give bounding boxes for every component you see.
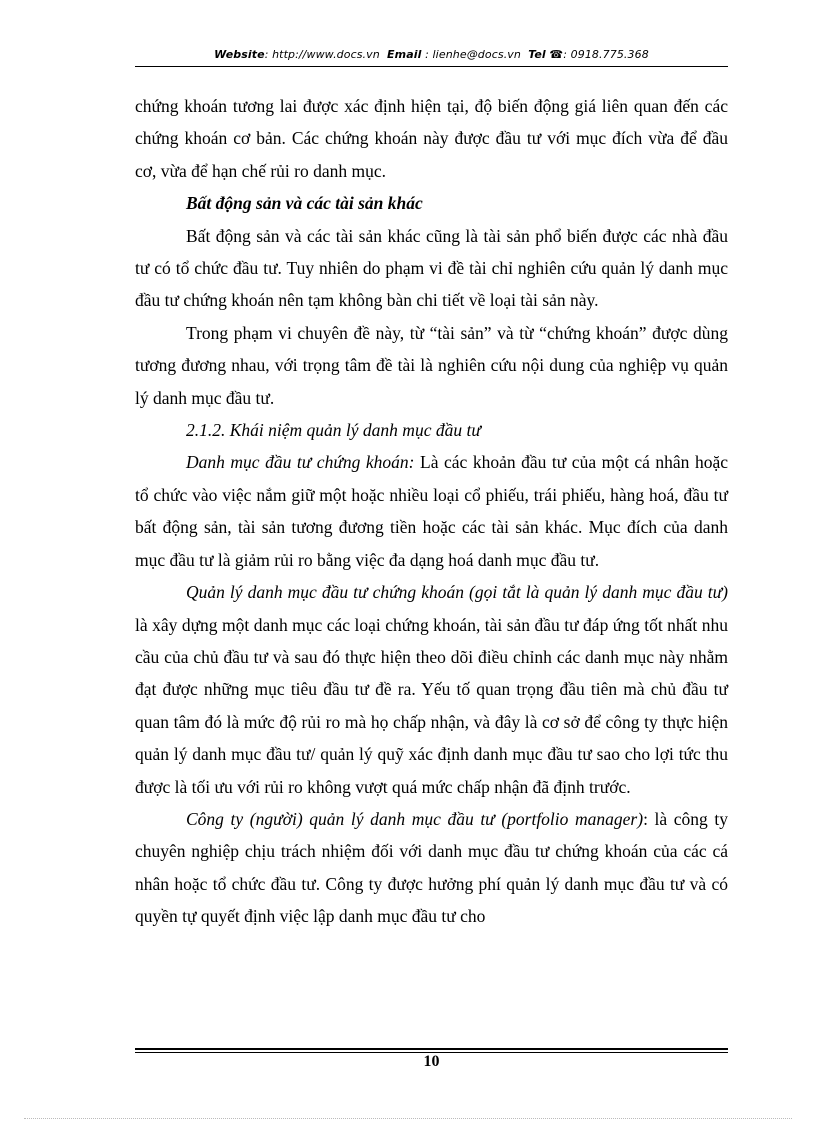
paragraph: Bất động sản và các tài sản khác cũng là tài sản phổ biến được các nhà đầu tư có tổ chức đầu tư. Tuy nhiên do phạm vi đề tài chỉ nghiên cứu quản lý danh mục đầu tư chứng khoán nên tạm không bàn chi tiết về loại tài sản này. xyxy=(135,225,728,311)
page-number: 10 xyxy=(423,1053,440,1070)
page-header xyxy=(135,48,728,61)
paragraph xyxy=(135,446,728,576)
paragraph: Trong phạm vi chuyên đề này, từ “tài sản” và từ “chứng khoán” được dùng tương đương nhau, với trọng tâm đề tài là nghiên cứu nội dung của nghiệp vụ quản lý danh mục đầu tư. xyxy=(135,322,728,408)
subsection-heading: 2.1.2. Khái niệm quản lý danh mục đầu tư xyxy=(186,420,481,441)
footer-divider xyxy=(135,1048,728,1050)
paragraph-text: là xây dựng một danh mục các loại chứng khoán, tài sản đầu tư đáp ứng tốt nhất nhu cầu của chủ đầu tư và sau đó thực hiện theo dõi điều chỉnh các danh mục này nhằm đạt được những mục tiêu đầu tư đề ra. Yếu tố quan trọng đầu tiên mà chủ đầu tư quan tâm đó là mức độ rủi ro mà họ chấp nhận, và đây là cơ sở để công ty thực hiện quản lý danh mục đầu tư/ quản lý quỹ xác định danh mục đầu tư sao cho lợi tức thu được là tối ưu với rủi ro không vượt quá mức chấp nhận đã định trước. xyxy=(135,614,728,797)
website-value: : http://www.docs.vn xyxy=(264,48,380,61)
tel-value: : 0918.775.368 xyxy=(563,48,649,61)
page-body xyxy=(135,90,728,933)
paragraph xyxy=(135,576,728,803)
email-value: : lienhe@docs.vn xyxy=(425,48,521,61)
term-definition: Quản lý danh mục đầu tư chứng khoán (gọi tắt là quản lý danh mục đầu tư) xyxy=(186,582,728,603)
paragraph: chứng khoán tương lai được xác định hiện tại, độ biến động giá liên quan đến các chứng khoán cơ bản. Các chứng khoán này được đầu tư với mục đích vừa để đầu cơ, vừa để hạn chế rủi ro danh mục. xyxy=(135,96,728,181)
telephone-icon: ☎ xyxy=(549,48,564,61)
website-label: Website xyxy=(214,48,265,61)
paragraph xyxy=(135,803,728,933)
page-break-line xyxy=(24,1118,792,1119)
email-label: Email xyxy=(387,48,422,61)
tel-label: Tel xyxy=(528,48,546,61)
paragraph-text: Là các khoản đầu tư của một cá nhân hoặc tổ chức vào việc nắm giữ một hoặc nhiều loại cổ phiếu, trái phiếu, hàng hoá, đầu tư bất động sản, tài sản tương đương tiền hoặc các tài sản khác. Mục đích của danh mục đầu tư là giảm rủi ro bằng việc đa dạng hoá danh mục đầu tư. xyxy=(135,452,728,570)
term-definition: Công ty (người) quản lý danh mục đầu tư (portfolio manager) xyxy=(186,808,644,829)
header-divider xyxy=(135,66,728,67)
term-definition: Danh mục đầu tư chứng khoán: xyxy=(186,452,415,473)
section-heading: Bất động sản và các tài sản khác xyxy=(186,193,423,214)
paragraph-text: : là công ty chuyên nghiệp chịu trách nhiệm đối với danh mục đầu tư chứng khoán của các cá nhân hoặc tổ chức đầu tư. Công ty được hưởng phí quản lý danh mục đầu tư và có quyền tự quyết định việc lập danh mục đầu tư cho xyxy=(135,808,728,927)
